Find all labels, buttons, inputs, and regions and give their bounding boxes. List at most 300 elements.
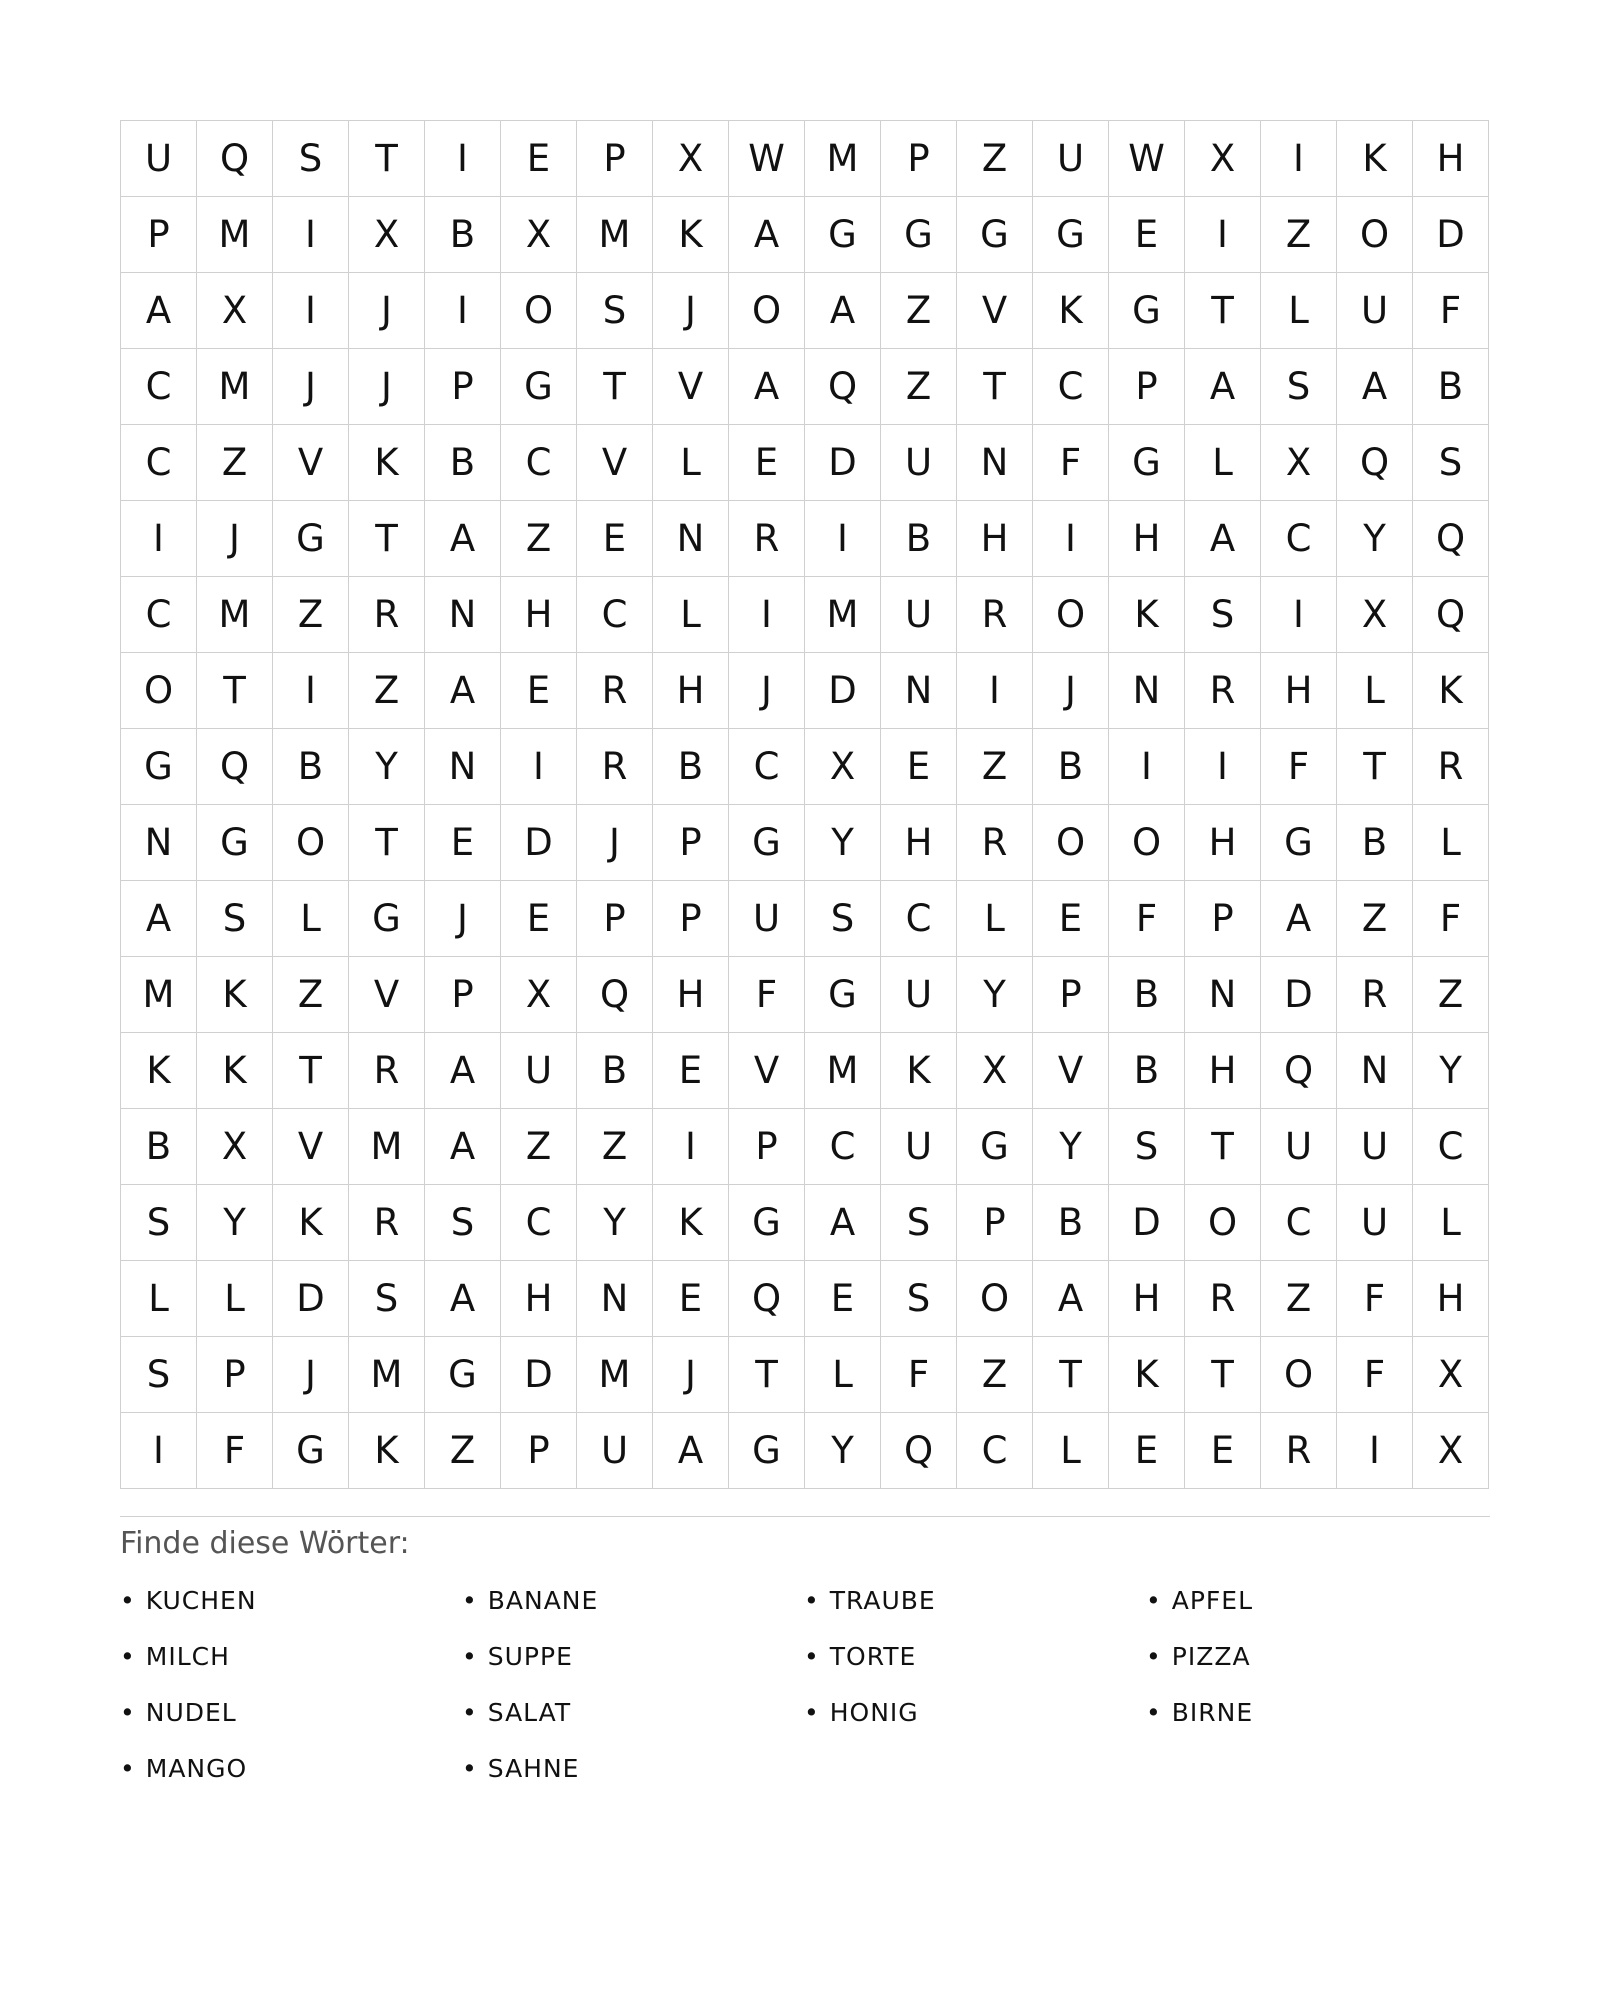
grid-cell[interactable]: E	[653, 1261, 729, 1337]
grid-cell[interactable]: X	[197, 1109, 273, 1185]
grid-cell[interactable]: E	[805, 1261, 881, 1337]
grid-cell[interactable]: H	[881, 805, 957, 881]
grid-cell[interactable]: K	[653, 1185, 729, 1261]
grid-cell[interactable]: Y	[1337, 501, 1413, 577]
grid-cell[interactable]: N	[1109, 653, 1185, 729]
grid-cell[interactable]: M	[349, 1109, 425, 1185]
grid-cell[interactable]: P	[577, 881, 653, 957]
grid-cell[interactable]: B	[425, 197, 501, 273]
grid-cell[interactable]: B	[653, 729, 729, 805]
grid-cell[interactable]: D	[501, 805, 577, 881]
grid-cell[interactable]: N	[1185, 957, 1261, 1033]
grid-cell[interactable]: U	[1337, 273, 1413, 349]
grid-cell[interactable]: J	[1033, 653, 1109, 729]
grid-cell[interactable]: Y	[577, 1185, 653, 1261]
grid-cell[interactable]: S	[805, 881, 881, 957]
grid-cell[interactable]: F	[881, 1337, 957, 1413]
grid-cell[interactable]: G	[273, 501, 349, 577]
grid-cell[interactable]: O	[1185, 1185, 1261, 1261]
grid-cell[interactable]: G	[1261, 805, 1337, 881]
grid-cell[interactable]: S	[349, 1261, 425, 1337]
grid-cell[interactable]: F	[1109, 881, 1185, 957]
grid-cell[interactable]: X	[349, 197, 425, 273]
grid-cell[interactable]: P	[653, 881, 729, 957]
grid-cell[interactable]: G	[805, 197, 881, 273]
grid-cell[interactable]: X	[1413, 1337, 1489, 1413]
grid-cell[interactable]: Z	[425, 1413, 501, 1489]
grid-cell[interactable]: A	[1337, 349, 1413, 425]
grid-cell[interactable]: S	[881, 1261, 957, 1337]
grid-cell[interactable]: Z	[1261, 1261, 1337, 1337]
grid-cell[interactable]: H	[653, 653, 729, 729]
grid-cell[interactable]: U	[501, 1033, 577, 1109]
grid-cell[interactable]: Z	[957, 729, 1033, 805]
grid-cell[interactable]: L	[805, 1337, 881, 1413]
grid-cell[interactable]: O	[1109, 805, 1185, 881]
grid-cell[interactable]: I	[653, 1109, 729, 1185]
grid-cell[interactable]: G	[729, 1185, 805, 1261]
grid-cell[interactable]: V	[1033, 1033, 1109, 1109]
grid-cell[interactable]: Q	[1413, 501, 1489, 577]
grid-cell[interactable]: R	[349, 1033, 425, 1109]
grid-cell[interactable]: G	[1033, 197, 1109, 273]
grid-cell[interactable]: X	[1413, 1413, 1489, 1489]
grid-cell[interactable]: U	[1337, 1185, 1413, 1261]
grid-cell[interactable]: T	[1337, 729, 1413, 805]
grid-cell[interactable]: A	[425, 653, 501, 729]
grid-cell[interactable]: I	[425, 273, 501, 349]
grid-cell[interactable]: S	[273, 121, 349, 197]
grid-cell[interactable]: F	[1337, 1261, 1413, 1337]
grid-cell[interactable]: I	[729, 577, 805, 653]
grid-cell[interactable]: I	[1261, 577, 1337, 653]
grid-cell[interactable]: V	[577, 425, 653, 501]
grid-cell[interactable]: X	[653, 121, 729, 197]
grid-cell[interactable]: Z	[501, 1109, 577, 1185]
grid-cell[interactable]: R	[1261, 1413, 1337, 1489]
grid-cell[interactable]: L	[1033, 1413, 1109, 1489]
grid-cell[interactable]: C	[501, 425, 577, 501]
grid-cell[interactable]: J	[653, 273, 729, 349]
grid-cell[interactable]: G	[425, 1337, 501, 1413]
grid-cell[interactable]: I	[121, 1413, 197, 1489]
grid-cell[interactable]: N	[1337, 1033, 1413, 1109]
grid-cell[interactable]: D	[1413, 197, 1489, 273]
grid-cell[interactable]: U	[881, 957, 957, 1033]
grid-cell[interactable]: B	[273, 729, 349, 805]
grid-cell[interactable]: M	[197, 349, 273, 425]
grid-cell[interactable]: Q	[577, 957, 653, 1033]
grid-cell[interactable]: H	[1109, 501, 1185, 577]
grid-cell[interactable]: C	[577, 577, 653, 653]
grid-cell[interactable]: I	[425, 121, 501, 197]
grid-cell[interactable]: R	[577, 653, 653, 729]
grid-cell[interactable]: U	[121, 121, 197, 197]
grid-cell[interactable]: O	[121, 653, 197, 729]
grid-cell[interactable]: Z	[501, 501, 577, 577]
grid-cell[interactable]: F	[1337, 1337, 1413, 1413]
grid-cell[interactable]: T	[349, 805, 425, 881]
grid-cell[interactable]: N	[425, 577, 501, 653]
grid-cell[interactable]: U	[881, 425, 957, 501]
grid-cell[interactable]: Y	[1033, 1109, 1109, 1185]
grid-cell[interactable]: A	[425, 1261, 501, 1337]
grid-cell[interactable]: R	[1413, 729, 1489, 805]
grid-cell[interactable]: I	[1261, 121, 1337, 197]
grid-cell[interactable]: L	[1185, 425, 1261, 501]
grid-cell[interactable]: C	[121, 349, 197, 425]
grid-cell[interactable]: B	[1033, 1185, 1109, 1261]
grid-cell[interactable]: H	[1413, 1261, 1489, 1337]
grid-cell[interactable]: E	[501, 881, 577, 957]
grid-cell[interactable]: P	[729, 1109, 805, 1185]
grid-cell[interactable]: K	[349, 425, 425, 501]
grid-cell[interactable]: P	[121, 197, 197, 273]
grid-cell[interactable]: E	[1033, 881, 1109, 957]
grid-cell[interactable]: E	[1109, 1413, 1185, 1489]
grid-cell[interactable]: N	[957, 425, 1033, 501]
grid-cell[interactable]: J	[273, 349, 349, 425]
grid-cell[interactable]: H	[1261, 653, 1337, 729]
grid-cell[interactable]: O	[957, 1261, 1033, 1337]
grid-cell[interactable]: S	[1185, 577, 1261, 653]
grid-cell[interactable]: D	[1261, 957, 1337, 1033]
grid-cell[interactable]: F	[729, 957, 805, 1033]
grid-cell[interactable]: Q	[1337, 425, 1413, 501]
grid-cell[interactable]: A	[121, 273, 197, 349]
grid-cell[interactable]: B	[1337, 805, 1413, 881]
grid-cell[interactable]: O	[501, 273, 577, 349]
grid-cell[interactable]: V	[957, 273, 1033, 349]
grid-cell[interactable]: A	[805, 273, 881, 349]
grid-cell[interactable]: R	[1185, 653, 1261, 729]
grid-cell[interactable]: Z	[349, 653, 425, 729]
grid-cell[interactable]: R	[957, 805, 1033, 881]
grid-cell[interactable]: K	[349, 1413, 425, 1489]
grid-cell[interactable]: X	[805, 729, 881, 805]
grid-cell[interactable]: U	[1033, 121, 1109, 197]
grid-cell[interactable]: Y	[1413, 1033, 1489, 1109]
grid-cell[interactable]: I	[1109, 729, 1185, 805]
grid-cell[interactable]: V	[349, 957, 425, 1033]
grid-cell[interactable]: O	[273, 805, 349, 881]
grid-cell[interactable]: Z	[957, 1337, 1033, 1413]
grid-cell[interactable]: J	[349, 273, 425, 349]
grid-cell[interactable]: Z	[1337, 881, 1413, 957]
grid-cell[interactable]: C	[957, 1413, 1033, 1489]
grid-cell[interactable]: S	[1109, 1109, 1185, 1185]
grid-cell[interactable]: T	[957, 349, 1033, 425]
grid-cell[interactable]: R	[349, 1185, 425, 1261]
grid-cell[interactable]: P	[653, 805, 729, 881]
grid-cell[interactable]: E	[501, 121, 577, 197]
grid-cell[interactable]: C	[501, 1185, 577, 1261]
grid-cell[interactable]: U	[729, 881, 805, 957]
grid-cell[interactable]: M	[197, 577, 273, 653]
grid-cell[interactable]: Y	[197, 1185, 273, 1261]
grid-cell[interactable]: M	[805, 577, 881, 653]
grid-cell[interactable]: B	[1033, 729, 1109, 805]
grid-cell[interactable]: D	[1109, 1185, 1185, 1261]
grid-cell[interactable]: A	[425, 1109, 501, 1185]
grid-cell[interactable]: P	[957, 1185, 1033, 1261]
grid-cell[interactable]: J	[425, 881, 501, 957]
grid-cell[interactable]: G	[1109, 425, 1185, 501]
grid-cell[interactable]: Q	[881, 1413, 957, 1489]
grid-cell[interactable]: K	[121, 1033, 197, 1109]
grid-cell[interactable]: X	[1185, 121, 1261, 197]
grid-cell[interactable]: B	[577, 1033, 653, 1109]
grid-cell[interactable]: H	[957, 501, 1033, 577]
grid-cell[interactable]: O	[1033, 805, 1109, 881]
grid-cell[interactable]: X	[1337, 577, 1413, 653]
grid-cell[interactable]: M	[805, 121, 881, 197]
grid-cell[interactable]: H	[1185, 805, 1261, 881]
grid-cell[interactable]: D	[501, 1337, 577, 1413]
grid-cell[interactable]: G	[197, 805, 273, 881]
grid-cell[interactable]: P	[1109, 349, 1185, 425]
grid-cell[interactable]: Q	[1261, 1033, 1337, 1109]
grid-cell[interactable]: E	[881, 729, 957, 805]
grid-cell[interactable]: N	[425, 729, 501, 805]
grid-cell[interactable]: Z	[273, 577, 349, 653]
grid-cell[interactable]: B	[881, 501, 957, 577]
grid-cell[interactable]: I	[1185, 729, 1261, 805]
grid-cell[interactable]: G	[273, 1413, 349, 1489]
grid-cell[interactable]: G	[957, 197, 1033, 273]
grid-cell[interactable]: K	[881, 1033, 957, 1109]
grid-cell[interactable]: L	[1413, 805, 1489, 881]
grid-cell[interactable]: V	[273, 1109, 349, 1185]
grid-cell[interactable]: Z	[881, 273, 957, 349]
grid-cell[interactable]: G	[805, 957, 881, 1033]
grid-cell[interactable]: G	[121, 729, 197, 805]
grid-cell[interactable]: E	[1185, 1413, 1261, 1489]
grid-cell[interactable]: C	[121, 425, 197, 501]
grid-cell[interactable]: L	[121, 1261, 197, 1337]
grid-cell[interactable]: J	[653, 1337, 729, 1413]
grid-cell[interactable]: E	[501, 653, 577, 729]
grid-cell[interactable]: G	[729, 1413, 805, 1489]
grid-cell[interactable]: P	[197, 1337, 273, 1413]
grid-cell[interactable]: E	[577, 501, 653, 577]
grid-cell[interactable]: N	[577, 1261, 653, 1337]
grid-cell[interactable]: M	[577, 1337, 653, 1413]
grid-cell[interactable]: W	[1109, 121, 1185, 197]
grid-cell[interactable]: J	[577, 805, 653, 881]
grid-cell[interactable]: O	[729, 273, 805, 349]
grid-cell[interactable]: M	[577, 197, 653, 273]
grid-cell[interactable]: K	[1337, 121, 1413, 197]
grid-cell[interactable]: Z	[881, 349, 957, 425]
grid-cell[interactable]: I	[805, 501, 881, 577]
grid-cell[interactable]: X	[501, 197, 577, 273]
grid-cell[interactable]: K	[197, 957, 273, 1033]
grid-cell[interactable]: T	[197, 653, 273, 729]
grid-cell[interactable]: K	[653, 197, 729, 273]
grid-cell[interactable]: V	[273, 425, 349, 501]
grid-cell[interactable]: M	[121, 957, 197, 1033]
grid-cell[interactable]: M	[197, 197, 273, 273]
grid-cell[interactable]: U	[881, 577, 957, 653]
grid-cell[interactable]: E	[729, 425, 805, 501]
grid-cell[interactable]: K	[1413, 653, 1489, 729]
grid-cell[interactable]: H	[501, 1261, 577, 1337]
grid-cell[interactable]: Y	[349, 729, 425, 805]
grid-cell[interactable]: H	[501, 577, 577, 653]
grid-cell[interactable]: R	[349, 577, 425, 653]
grid-cell[interactable]: J	[729, 653, 805, 729]
grid-cell[interactable]: O	[1261, 1337, 1337, 1413]
grid-cell[interactable]: S	[577, 273, 653, 349]
grid-cell[interactable]: N	[121, 805, 197, 881]
grid-cell[interactable]: A	[1033, 1261, 1109, 1337]
grid-cell[interactable]: M	[349, 1337, 425, 1413]
grid-cell[interactable]: C	[1413, 1109, 1489, 1185]
grid-cell[interactable]: K	[1109, 1337, 1185, 1413]
grid-cell[interactable]: S	[1413, 425, 1489, 501]
grid-cell[interactable]: K	[197, 1033, 273, 1109]
grid-cell[interactable]: Y	[957, 957, 1033, 1033]
grid-cell[interactable]: S	[881, 1185, 957, 1261]
grid-cell[interactable]: L	[1413, 1185, 1489, 1261]
grid-cell[interactable]: C	[121, 577, 197, 653]
grid-cell[interactable]: D	[273, 1261, 349, 1337]
grid-cell[interactable]: X	[957, 1033, 1033, 1109]
grid-cell[interactable]: T	[273, 1033, 349, 1109]
grid-cell[interactable]: S	[425, 1185, 501, 1261]
grid-cell[interactable]: D	[805, 425, 881, 501]
grid-cell[interactable]: H	[653, 957, 729, 1033]
grid-cell[interactable]: T	[349, 121, 425, 197]
grid-cell[interactable]: L	[653, 577, 729, 653]
grid-cell[interactable]: Q	[729, 1261, 805, 1337]
grid-cell[interactable]: G	[881, 197, 957, 273]
grid-cell[interactable]: I	[957, 653, 1033, 729]
grid-cell[interactable]: P	[577, 121, 653, 197]
grid-cell[interactable]: P	[881, 121, 957, 197]
grid-cell[interactable]: L	[273, 881, 349, 957]
grid-cell[interactable]: Y	[805, 805, 881, 881]
grid-cell[interactable]: Q	[197, 729, 273, 805]
grid-cell[interactable]: N	[653, 501, 729, 577]
grid-cell[interactable]: U	[881, 1109, 957, 1185]
grid-cell[interactable]: S	[121, 1337, 197, 1413]
grid-cell[interactable]: Y	[805, 1413, 881, 1489]
grid-cell[interactable]: G	[957, 1109, 1033, 1185]
grid-cell[interactable]: H	[1413, 121, 1489, 197]
grid-cell[interactable]: B	[1413, 349, 1489, 425]
grid-cell[interactable]: I	[121, 501, 197, 577]
grid-cell[interactable]: J	[197, 501, 273, 577]
grid-cell[interactable]: Z	[1413, 957, 1489, 1033]
grid-cell[interactable]: T	[729, 1337, 805, 1413]
grid-cell[interactable]: A	[805, 1185, 881, 1261]
grid-cell[interactable]: U	[1337, 1109, 1413, 1185]
grid-cell[interactable]: Z	[197, 425, 273, 501]
grid-cell[interactable]: A	[653, 1413, 729, 1489]
grid-cell[interactable]: L	[197, 1261, 273, 1337]
grid-cell[interactable]: Z	[1261, 197, 1337, 273]
grid-cell[interactable]: C	[1261, 1185, 1337, 1261]
grid-cell[interactable]: Z	[957, 121, 1033, 197]
grid-cell[interactable]: A	[1185, 349, 1261, 425]
grid-cell[interactable]: E	[425, 805, 501, 881]
grid-cell[interactable]: A	[729, 197, 805, 273]
grid-cell[interactable]: C	[729, 729, 805, 805]
grid-cell[interactable]: T	[1185, 1109, 1261, 1185]
grid-cell[interactable]: K	[1033, 273, 1109, 349]
grid-cell[interactable]: A	[425, 501, 501, 577]
grid-cell[interactable]: X	[501, 957, 577, 1033]
grid-cell[interactable]: P	[1185, 881, 1261, 957]
grid-cell[interactable]: L	[957, 881, 1033, 957]
grid-cell[interactable]: R	[577, 729, 653, 805]
grid-cell[interactable]: A	[425, 1033, 501, 1109]
grid-cell[interactable]: A	[729, 349, 805, 425]
grid-cell[interactable]: F	[1033, 425, 1109, 501]
grid-cell[interactable]: R	[729, 501, 805, 577]
grid-cell[interactable]: C	[881, 881, 957, 957]
grid-cell[interactable]: V	[729, 1033, 805, 1109]
grid-cell[interactable]: W	[729, 121, 805, 197]
grid-cell[interactable]: B	[1109, 1033, 1185, 1109]
grid-cell[interactable]: K	[1109, 577, 1185, 653]
grid-cell[interactable]: F	[197, 1413, 273, 1489]
grid-cell[interactable]: V	[653, 349, 729, 425]
grid-cell[interactable]: J	[273, 1337, 349, 1413]
grid-cell[interactable]: I	[273, 653, 349, 729]
grid-cell[interactable]: A	[121, 881, 197, 957]
grid-cell[interactable]: T	[1185, 273, 1261, 349]
grid-cell[interactable]: C	[805, 1109, 881, 1185]
grid-cell[interactable]: Q	[805, 349, 881, 425]
grid-cell[interactable]: L	[1261, 273, 1337, 349]
grid-cell[interactable]: X	[1261, 425, 1337, 501]
grid-cell[interactable]: R	[957, 577, 1033, 653]
grid-cell[interactable]: T	[349, 501, 425, 577]
grid-cell[interactable]: I	[273, 273, 349, 349]
grid-cell[interactable]: I	[1337, 1413, 1413, 1489]
grid-cell[interactable]: H	[1109, 1261, 1185, 1337]
grid-cell[interactable]: E	[1109, 197, 1185, 273]
grid-cell[interactable]: I	[273, 197, 349, 273]
grid-cell[interactable]: P	[425, 957, 501, 1033]
grid-cell[interactable]: U	[1261, 1109, 1337, 1185]
grid-cell[interactable]: O	[1337, 197, 1413, 273]
grid-cell[interactable]: Q	[1413, 577, 1489, 653]
grid-cell[interactable]: G	[349, 881, 425, 957]
grid-cell[interactable]: F	[1413, 881, 1489, 957]
grid-cell[interactable]: L	[1337, 653, 1413, 729]
grid-cell[interactable]: E	[653, 1033, 729, 1109]
grid-cell[interactable]: Q	[197, 121, 273, 197]
grid-cell[interactable]: G	[501, 349, 577, 425]
grid-cell[interactable]: D	[805, 653, 881, 729]
grid-cell[interactable]: B	[425, 425, 501, 501]
grid-cell[interactable]: T	[577, 349, 653, 425]
grid-cell[interactable]: C	[1033, 349, 1109, 425]
grid-cell[interactable]: N	[881, 653, 957, 729]
grid-cell[interactable]: M	[805, 1033, 881, 1109]
grid-cell[interactable]: P	[1033, 957, 1109, 1033]
grid-cell[interactable]: S	[197, 881, 273, 957]
grid-cell[interactable]: R	[1185, 1261, 1261, 1337]
grid-cell[interactable]: Z	[273, 957, 349, 1033]
grid-cell[interactable]: F	[1261, 729, 1337, 805]
grid-cell[interactable]: G	[1109, 273, 1185, 349]
grid-cell[interactable]: T	[1033, 1337, 1109, 1413]
